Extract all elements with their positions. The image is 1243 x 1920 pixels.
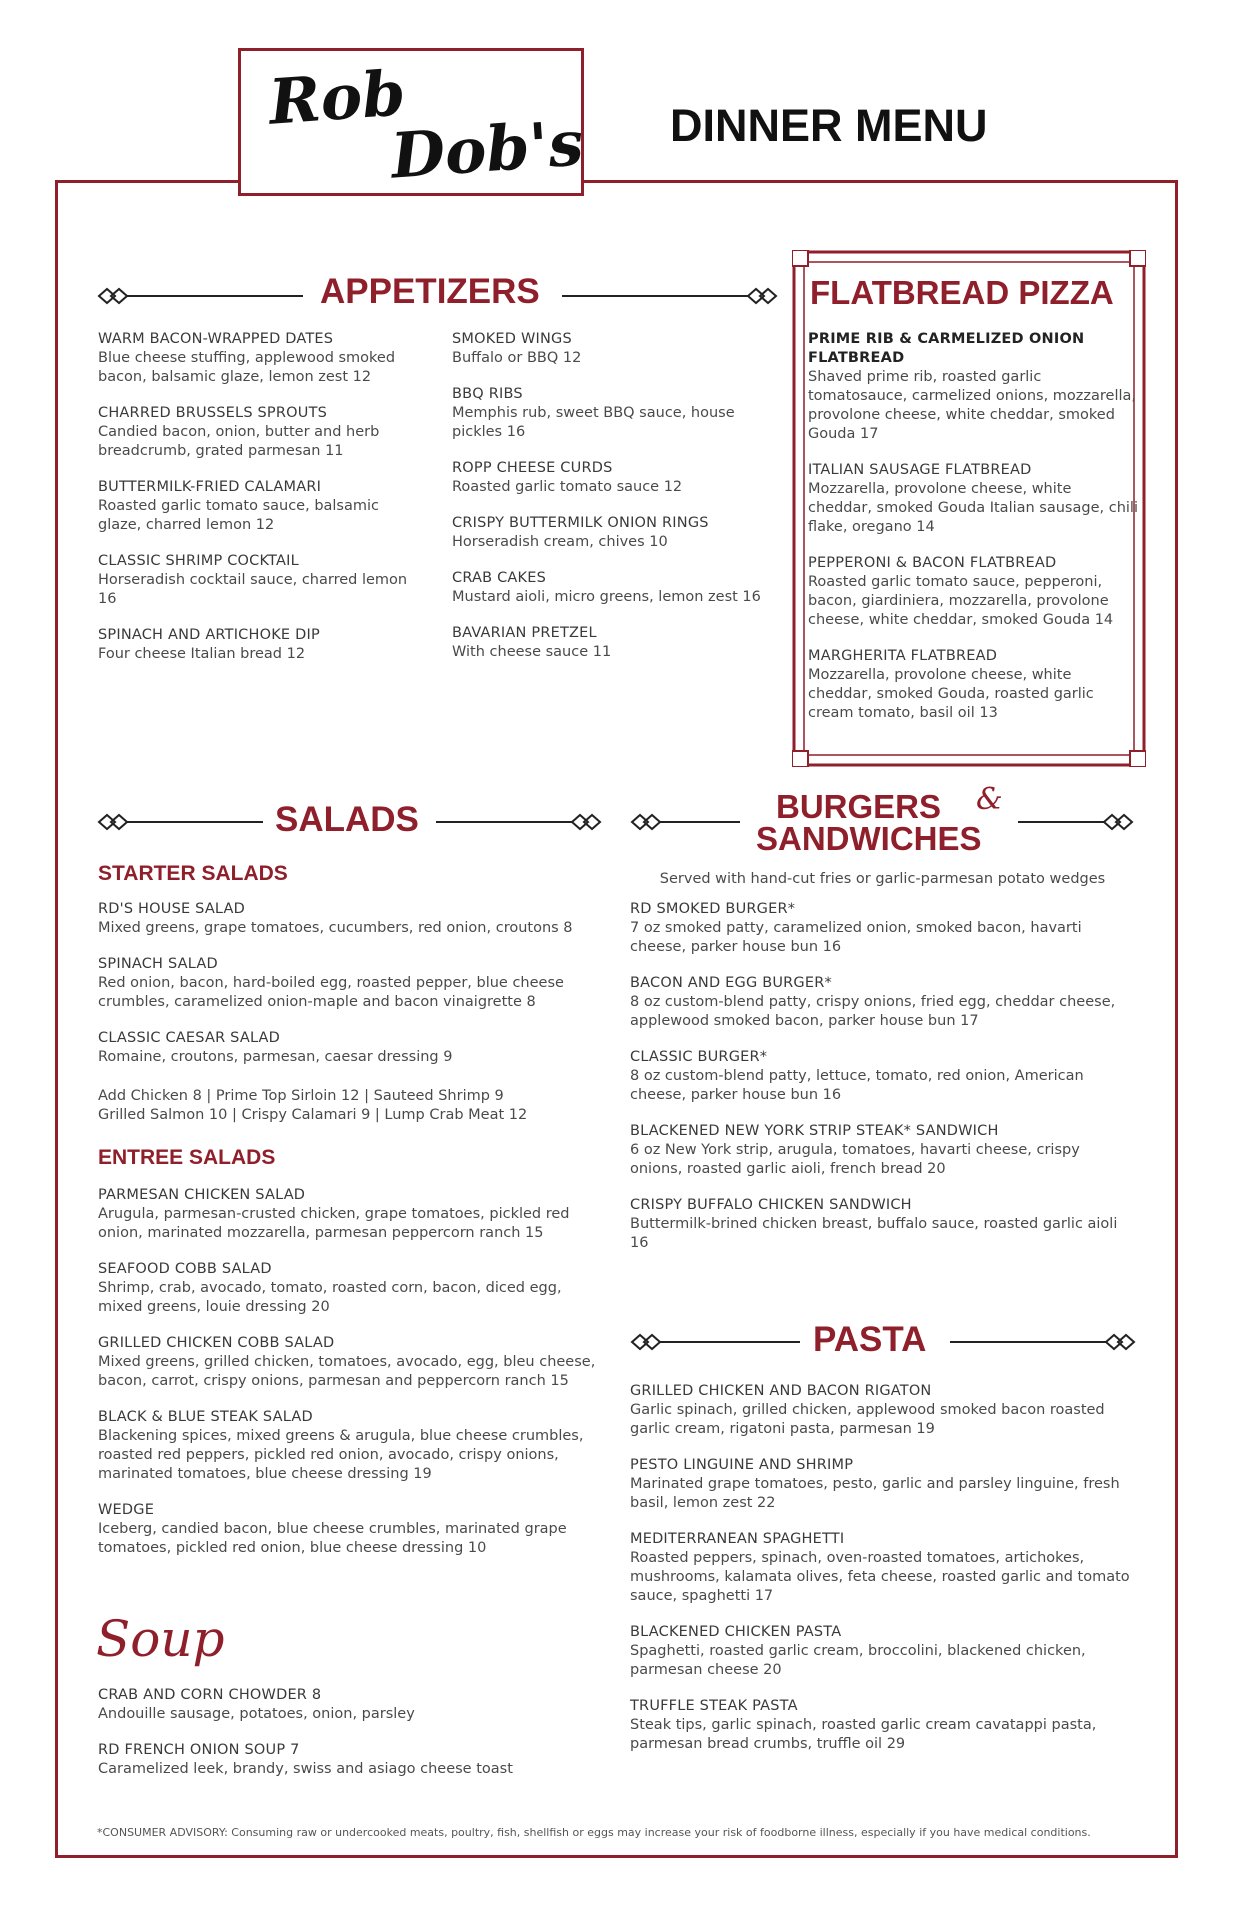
- menu-item: [98, 1186, 598, 1243]
- menu-item-name: CRISPY BUTTERMILK ONION RINGS: [452, 515, 709, 531]
- menu-item-description: Mozzarella, provolone cheese, white cheddar, smoked Gouda, roasted garlic cream tomato, basil oil 13: [808, 667, 1094, 721]
- menu-item-name: WARM BACON-WRAPPED DATES: [98, 331, 334, 347]
- menu-item: [808, 330, 1138, 444]
- menu-item: [630, 900, 1135, 957]
- menu-item: [98, 1686, 598, 1724]
- menu-item-description: Shrimp, crab, avocado, tomato, roasted corn, bacon, diced egg, mixed greens, louie dressing 20: [98, 1280, 562, 1315]
- page-title: DINNER MENU: [670, 100, 988, 151]
- menu-item: [98, 552, 418, 609]
- appetizers-title: APPETIZERS: [320, 272, 540, 311]
- menu-item: [452, 459, 782, 497]
- menu-item-description: 7 oz smoked patty, caramelized onion, smoked bacon, havarti cheese, parker house bun 16: [630, 920, 1082, 955]
- consumer-advisory: *CONSUMER ADVISORY: Consuming raw or undercooked meats, poultry, fish, shellfish or eggs may increase your risk of foodborne illness, especially if you have medical conditions.: [97, 1826, 1091, 1839]
- flatbread-items: [808, 330, 1138, 740]
- menu-item-name: BUTTERMILK-FRIED CALAMARI: [98, 479, 322, 495]
- menu-item: [98, 478, 418, 535]
- menu-item-name: MARGHERITA FLATBREAD: [808, 648, 998, 664]
- menu-item-description: Mozzarella, provolone cheese, white cheddar, smoked Gouda Italian sausage, chili flake, oregano 14: [808, 481, 1138, 535]
- menu-item: [98, 1501, 598, 1558]
- menu-item-name: SPINACH SALAD: [98, 956, 218, 972]
- menu-item: [808, 647, 1138, 723]
- menu-item-name: CLASSIC BURGER*: [630, 1049, 768, 1065]
- menu-item-name: BACON AND EGG BURGER*: [630, 975, 832, 991]
- menu-item: [98, 900, 598, 938]
- starter-salads-title: STARTER SALADS: [98, 862, 288, 885]
- right-arrow-ornament-icon: [1018, 810, 1134, 834]
- menu-item-description: Mixed greens, grape tomatoes, cucumbers, red onion, croutons 8: [98, 920, 573, 936]
- burgers-title: BURGERS: [776, 788, 942, 825]
- menu-item-name: SPINACH AND ARTICHOKE DIP: [98, 627, 320, 643]
- salad-addons: [98, 1087, 598, 1125]
- menu-item: [630, 974, 1135, 1031]
- menu-item-name: GRILLED CHICKEN COBB SALAD: [98, 1335, 335, 1351]
- menu-item-description: Horseradish cocktail sauce, charred lemon 16: [98, 572, 408, 607]
- menu-item-description: Andouille sausage, potatoes, onion, parsley: [98, 1706, 415, 1722]
- menu-item-description: Caramelized leek, brandy, swiss and asiago cheese toast: [98, 1761, 513, 1777]
- menu-item-name: PARMESAN CHICKEN SALAD: [98, 1187, 306, 1203]
- menu-item-description: Roasted peppers, spinach, oven-roasted tomatoes, artichokes, mushrooms, kalamata olives, feta cheese, roasted garlic and tomato sauce, spaghetti 17: [630, 1550, 1130, 1604]
- left-arrow-ornament-icon: [97, 810, 263, 834]
- menu-item-name: ROPP CHEESE CURDS: [452, 460, 613, 476]
- menu-item: [630, 1456, 1135, 1513]
- menu-item-name: GRILLED CHICKEN AND BACON RIGATON: [630, 1383, 932, 1399]
- menu-item-description: Romaine, croutons, parmesan, caesar dressing 9: [98, 1049, 453, 1065]
- menu-item-name: CLASSIC CAESAR SALAD: [98, 1030, 281, 1046]
- sandwiches-title: SANDWICHES: [756, 820, 982, 857]
- menu-item: [98, 330, 418, 387]
- menu-item-name: TRUFFLE STEAK PASTA: [630, 1698, 798, 1714]
- menu-item: [98, 1741, 598, 1779]
- menu-item: [98, 1260, 598, 1317]
- menu-item: [808, 461, 1138, 537]
- menu-item-name: PRIME RIB & CARMELIZED ONION FLATBREAD: [808, 331, 1085, 366]
- right-arrow-ornament-icon: [436, 810, 602, 834]
- menu-item-description: 8 oz custom-blend patty, lettuce, tomato, red onion, American cheese, parker house bun 16: [630, 1068, 1084, 1103]
- menu-item: [98, 1029, 598, 1067]
- menu-item: [452, 330, 782, 368]
- menu-item: [630, 1382, 1135, 1439]
- menu-item: [452, 569, 782, 607]
- menu-item-name: CRAB AND CORN CHOWDER 8: [98, 1687, 322, 1703]
- left-arrow-ornament-icon: [97, 284, 303, 308]
- menu-item: [630, 1623, 1135, 1680]
- menu-item-name: CLASSIC SHRIMP COCKTAIL: [98, 553, 299, 569]
- logo-text-line1: Rob: [266, 56, 408, 139]
- ampersand: &: [976, 782, 1003, 817]
- left-arrow-ornament-icon: [630, 1330, 800, 1354]
- salads-title: SALADS: [275, 800, 419, 839]
- burgers-note: Served with hand-cut fries or garlic-parmesan potato wedges: [659, 871, 1106, 887]
- starter-salads-list: [98, 900, 598, 1084]
- soup-list: [98, 1686, 598, 1796]
- menu-item-name: BAVARIAN PRETZEL: [452, 625, 597, 641]
- menu-item-description: 8 oz custom-blend patty, crispy onions, fried egg, cheddar cheese, applewood smoked bacon, parker house bun 17: [630, 994, 1116, 1029]
- menu-item-description: Iceberg, candied bacon, blue cheese crumbles, marinated grape tomatoes, pickled red onion, blue cheese dressing 10: [98, 1521, 567, 1556]
- menu-item-description: Blackening spices, mixed greens & arugula, blue cheese crumbles, roasted red peppers, pickled red onion, avocado, crispy onions, marinated tomatoes, blue cheese dressing 19: [98, 1428, 584, 1482]
- menu-item-name: CHARRED BRUSSELS SPROUTS: [98, 405, 328, 421]
- menu-item: [630, 1122, 1135, 1179]
- menu-item-description: Spaghetti, roasted garlic cream, broccolini, blackened chicken, parmesan cheese 20: [630, 1643, 1086, 1678]
- appetizers-left-column: [98, 330, 418, 681]
- addons-line: Add Chicken 8 | Prime Top Sirloin 12 | Sauteed Shrimp 9: [98, 1088, 504, 1104]
- menu-item-name: CRISPY BUFFALO CHICKEN SANDWICH: [630, 1197, 912, 1213]
- menu-item-name: BBQ RIBS: [452, 386, 523, 402]
- menu-item-name: RD SMOKED BURGER*: [630, 901, 796, 917]
- right-arrow-ornament-icon: [562, 284, 778, 308]
- menu-item: [98, 404, 418, 461]
- menu-item-description: Candied bacon, onion, butter and herb breadcrumb, grated parmesan 11: [98, 424, 380, 459]
- menu-item-description: Blue cheese stuffing, applewood smoked bacon, balsamic glaze, lemon zest 12: [98, 350, 396, 385]
- menu-item-name: SMOKED WINGS: [452, 331, 572, 347]
- menu-item-name: CRAB CAKES: [452, 570, 547, 586]
- menu-item: [98, 955, 598, 1012]
- appetizers-right-column: [452, 330, 782, 679]
- menu-item-description: Roasted garlic tomato sauce 12: [452, 479, 683, 495]
- menu-item: [98, 626, 418, 664]
- soup-title: Soup: [96, 1610, 225, 1668]
- menu-item-description: Steak tips, garlic spinach, roasted garlic cream cavatappi pasta, parmesan bread crumbs, truffle oil 29: [630, 1717, 1097, 1752]
- burgers-list: [630, 900, 1135, 1270]
- menu-item-description: Memphis rub, sweet BBQ sauce, house pickles 16: [452, 405, 735, 440]
- menu-item: [98, 1408, 598, 1484]
- menu-item-description: Mixed greens, grilled chicken, tomatoes, avocado, egg, bleu cheese, bacon, carrot, crispy onions, parmesan and peppercorn ranch 15: [98, 1354, 596, 1389]
- menu-item-name: WEDGE: [98, 1502, 155, 1518]
- menu-item: [452, 385, 782, 442]
- addons-line: Grilled Salmon 10 | Crispy Calamari 9 | Lump Crab Meat 12: [98, 1107, 528, 1123]
- menu-item-description: With cheese sauce 11: [452, 644, 612, 660]
- menu-item-name: PESTO LINGUINE AND SHRIMP: [630, 1457, 854, 1473]
- menu-item-description: Buffalo or BBQ 12: [452, 350, 582, 366]
- right-arrow-ornament-icon: [950, 1330, 1136, 1354]
- flatbread-title: FLATBREAD PIZZA: [810, 274, 1114, 311]
- menu-item-description: Buttermilk-brined chicken breast, buffalo sauce, roasted garlic aioli 16: [630, 1216, 1118, 1251]
- menu-item-name: RD'S HOUSE SALAD: [98, 901, 246, 917]
- menu-item-name: RD FRENCH ONION SOUP 7: [98, 1742, 300, 1758]
- logo-text-line2: Dob's: [388, 106, 586, 193]
- menu-item-description: Roasted garlic tomato sauce, pepperoni, bacon, giardiniera, mozzarella, provolone cheese, white cheddar, smoked Gouda 14: [808, 574, 1114, 628]
- pasta-list: [630, 1382, 1135, 1771]
- menu-item: [452, 624, 782, 662]
- menu-item-description: Roasted garlic tomato sauce, balsamic glaze, charred lemon 12: [98, 498, 380, 533]
- menu-item-name: PEPPERONI & BACON FLATBREAD: [808, 555, 1057, 571]
- menu-item-description: Marinated grape tomatoes, pesto, garlic and parsley linguine, fresh basil, lemon zest 22: [630, 1476, 1120, 1511]
- menu-item-description: Arugula, parmesan-crusted chicken, grape tomatoes, pickled red onion, marinated mozzarella, parmesan peppercorn ranch 15: [98, 1206, 570, 1241]
- menu-item: [630, 1530, 1135, 1606]
- left-arrow-ornament-icon: [630, 810, 740, 834]
- menu-item-name: SEAFOOD COBB SALAD: [98, 1261, 272, 1277]
- entree-salads-title: ENTREE SALADS: [98, 1146, 276, 1169]
- menu-item: [98, 1334, 598, 1391]
- entree-salads-list: [98, 1186, 598, 1575]
- menu-item: [808, 554, 1138, 630]
- menu-item-name: ITALIAN SAUSAGE FLATBREAD: [808, 462, 1032, 478]
- logo: [238, 48, 584, 196]
- pasta-title: PASTA: [813, 1320, 927, 1359]
- menu-item-name: MEDITERRANEAN SPAGHETTI: [630, 1531, 845, 1547]
- menu-item-name: BLACK & BLUE STEAK SALAD: [98, 1409, 313, 1425]
- menu-item-description: Garlic spinach, grilled chicken, applewood smoked bacon roasted garlic cream, rigatoni pasta, parmesan 19: [630, 1402, 1105, 1437]
- menu-item: [630, 1697, 1135, 1754]
- menu-item: [630, 1048, 1135, 1105]
- menu-item-description: Red onion, bacon, hard-boiled egg, roasted pepper, blue cheese crumbles, caramelized onion-maple and bacon vinaigrette 8: [98, 975, 564, 1010]
- menu-item-description: Mustard aioli, micro greens, lemon zest 16: [452, 589, 761, 605]
- menu-item: [452, 514, 782, 552]
- menu-item-description: Four cheese Italian bread 12: [98, 646, 306, 662]
- menu-item-name: BLACKENED CHICKEN PASTA: [630, 1624, 842, 1640]
- menu-item-description: 6 oz New York strip, arugula, tomatoes, havarti cheese, crispy onions, roasted garlic aioli, french bread 20: [630, 1142, 1080, 1177]
- menu-item-description: Shaved prime rib, roasted garlic tomatosauce, carmelized onions, mozzarella, provolone cheese, white cheddar, smoked Gouda 17: [808, 369, 1137, 442]
- menu-item-name: BLACKENED NEW YORK STRIP STEAK* SANDWICH: [630, 1123, 999, 1139]
- menu-item: [630, 1196, 1135, 1253]
- menu-item-description: Horseradish cream, chives 10: [452, 534, 668, 550]
